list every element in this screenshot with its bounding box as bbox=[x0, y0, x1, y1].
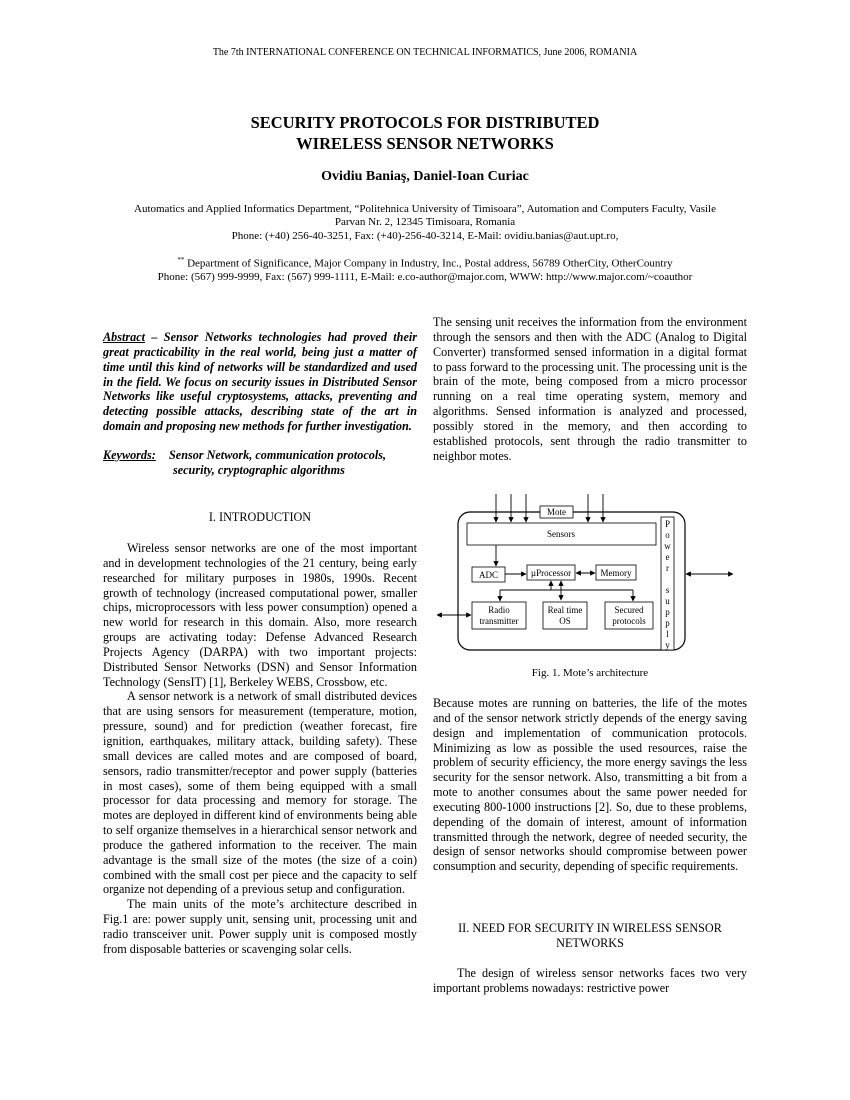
affiliation-2-text: Department of Significance, Major Company in Industry, Inc., Postal address, 56789 OtherCity, OtherCountry bbox=[184, 257, 673, 270]
abstract-section bbox=[103, 330, 417, 478]
sensors-label: Sensors bbox=[546, 529, 576, 539]
affiliation-1-line-1: Automatics and Applied Informatics Department, “Politehnica University of Timisoara”, Automation and Computers Faculty, Vasile bbox=[134, 203, 716, 215]
svg-text:r: r bbox=[666, 563, 669, 573]
abstract bbox=[103, 330, 417, 434]
intro-paragraph-3: The main units of the mote’s architecture described in Fig.1 are: power supply unit, sensing unit, processing unit and radio transceiver unit. Power supply unit is composed mostly from disposable batteries or scavenging solar cells. bbox=[103, 897, 417, 956]
affiliation-2-mark: ** bbox=[177, 256, 185, 264]
svg-text:y: y bbox=[665, 640, 670, 650]
svg-text:u: u bbox=[665, 596, 670, 606]
svg-text:l: l bbox=[666, 629, 669, 639]
mote-architecture-figure bbox=[433, 492, 747, 657]
svg-text:p: p bbox=[665, 618, 670, 628]
affiliation-1-line-2: Parvan Nr. 2, 12345 Timisoara, Romania bbox=[334, 216, 516, 229]
keywords-line-2: security, cryptographic algorithms bbox=[173, 462, 345, 477]
intro-paragraph-2: A sensor network is a network of small distributed devices that are using sensors for measurement (temperature, motion, pressure, sound) and for prediction (weather forecast, fire ignition, earthquakes, military attack, building safety). These small devices are called motes and are composed of board, sensors, radio transmitter/receptor and power supply (batteries in most cases), some of them being equipped with a small processor for data processing and memory for storage. The motes are deployed in different kind of environments being able to self organize themselves in a hierarchical sensor network and produce the gathered information to the receiver. The main advantage is the small size of the motes (the size of a coin) combined with the small cost per piece and the capacity to self organize not depending of a previous setup and configuration. bbox=[103, 689, 417, 897]
abstract-text: – Sensor Networks technologies had proved their great practicability in the real world, being just a matter of time until this kind of networks will be standardized and used in the field. We focus on security issues in Distributed Sensor Networks like useful cryptosystems, attacks, preventing and detecting possible attacks, describing state of the art in domain and proposing new methods for further investigation. bbox=[103, 330, 417, 434]
svg-text:s: s bbox=[665, 585, 670, 595]
keywords bbox=[103, 448, 417, 478]
section-2-heading bbox=[433, 921, 747, 951]
right-paragraph-2: Because motes are running on batteries, the life of the motes and of the sensor network strictly depends of the energy saving design and implementation of communication protocols. Minimizing as low as possible the used resources, raise the problem of security efficiency, the more energy savings the less security for the sensor network. Also, transmitting a bit from a mote to another consumes about the same power needed for executing 800-1000 instructions [2]. So, due to these problems, depending of the domain of interest, amount of information transmitted through the network, degree of needed security, the design of sensor networks should compromise between power consumption and security, depending of specific requirements. bbox=[433, 696, 747, 874]
section-1-heading: I. INTRODUCTION bbox=[208, 510, 312, 524]
mote-label: Mote bbox=[547, 507, 566, 517]
introduction-body bbox=[103, 541, 417, 957]
affiliation-2 bbox=[100, 254, 750, 284]
radio-label-line-1: Radio bbox=[488, 605, 510, 615]
section-2-paragraph-1: The design of wireless sensor networks faces two very important problems nowadays: restrictive power bbox=[433, 966, 747, 995]
affiliation-2-line-2: Phone: (567) 999-9999, Fax: (567) 999-1111, E-Mail: e.co-author@major.com, WWW: http://www.major.com/~coauthor bbox=[157, 271, 693, 284]
svg-text:o: o bbox=[665, 530, 670, 540]
right-paragraph-3 bbox=[433, 966, 747, 996]
svg-text:w: w bbox=[664, 541, 671, 551]
title-line-2: WIRELESS SENSOR NETWORKS bbox=[296, 134, 554, 153]
figure-caption: Fig. 1. Mote’s architecture bbox=[531, 667, 649, 679]
adc-label: ADC bbox=[478, 570, 499, 580]
rtos-label-line-2: OS bbox=[559, 616, 571, 626]
rtos-label-line-1: Real time bbox=[547, 605, 583, 615]
section-2-heading-line-2: NETWORKS bbox=[556, 935, 624, 950]
svg-text:p: p bbox=[665, 607, 670, 617]
conference-header: The 7th INTERNATIONAL CONFERENCE ON TECHNICAL INFORMATICS, June 2006, ROMANIA bbox=[212, 47, 638, 58]
paper-authors: Ovidiu Baniaş, Daniel-Ioan Curiac bbox=[321, 169, 529, 184]
section-2-heading-line-1: II. NEED FOR SECURITY IN WIRELESS SENSOR bbox=[458, 921, 722, 935]
paper-title bbox=[150, 112, 700, 154]
svg-text:P: P bbox=[664, 519, 671, 529]
right-paragraph-1: The sensing unit receives the information from the environment through the sensors and then with the ADC (Analog to Digital Converter) transformed sensed information in a digital format to pass forward to the processing unit. The processing unit is the brain of the mote, being composed from a micro processor running on a real time operating system, memory and algorithms. Sensed information is analyzed and processed, possibly stored in the memory, and then according to established protocols, sent through the radio transmitter to neighbor motes. bbox=[433, 315, 747, 463]
svg-text:e: e bbox=[665, 552, 670, 562]
processor-label: µProcessor bbox=[530, 568, 572, 578]
keywords-label: Keywords: bbox=[103, 447, 156, 462]
affiliation-1 bbox=[100, 203, 750, 243]
title-line-1: SECURITY PROTOCOLS FOR DISTRIBUTED bbox=[250, 113, 600, 132]
radio-label-line-2: transmitter bbox=[479, 616, 519, 626]
keywords-line-1: Sensor Network, communication protocols, bbox=[169, 447, 387, 462]
secured-label-line-1: Secured bbox=[614, 605, 644, 615]
secured-label-line-2: protocols bbox=[612, 616, 646, 626]
affiliation-2-line-1 bbox=[100, 254, 750, 271]
abstract-label: Abstract bbox=[103, 330, 145, 344]
affiliation-1-line-3: Phone: (+40) 256-40-3251, Fax: (+40)-256-40-3214, E-Mail: ovidiu.banias@aut.upt.ro, bbox=[231, 229, 619, 242]
intro-paragraph-1: Wireless sensor networks are one of the most important and in development technologies of the 21 century, being early researched for military purposes in 1980s, 1990s. Recent growth of technology (increased computational power, smaller chips, microprocessors with less power consumption) opened a new world for research in this domain. Also, more research groups are activating today: Defense Advanced Research Projects Agency (DARPA) with two important projects: Distributed Sensor Networks (DSN) and Sensor Information Technology (SensIT) [1], Berkeley WEBS, Crossbow, etc. bbox=[103, 541, 417, 689]
memory-label: Memory bbox=[600, 568, 632, 578]
